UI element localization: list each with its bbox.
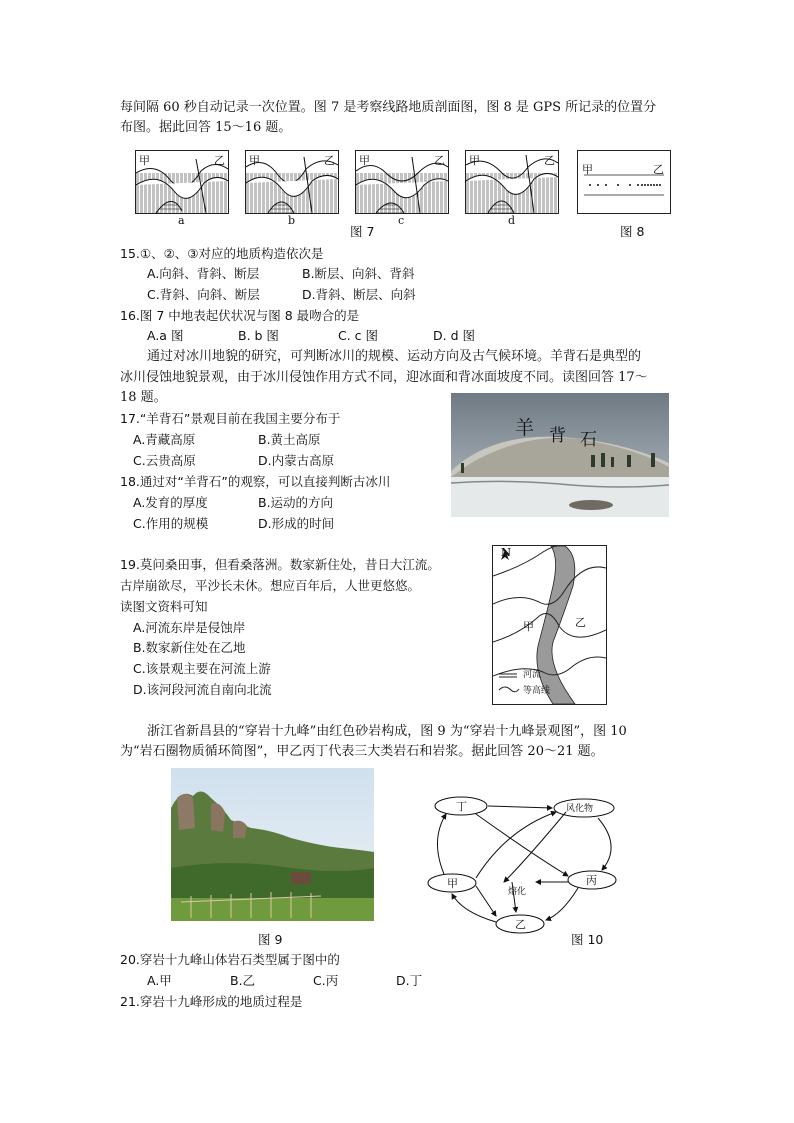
intro-line-2: 布图。据此回答 15～16 题。 [120, 120, 292, 135]
fig8-right-label: 乙 [653, 163, 664, 176]
sheepback-photo-drawing [451, 393, 669, 517]
q15-option-a[interactable]: A.向斜、背斜、断层 [147, 266, 260, 281]
q15-option-c[interactable]: C.背斜、向斜、断层 [147, 287, 260, 302]
panel-c-right-label: 乙 [434, 154, 445, 167]
profile-panel-c [355, 150, 449, 214]
intro3-line-1: 浙江省新昌县的“穿岩十九峰”由红色砂岩构成，图 9 为“穿岩十九峰景观图”，图 10 [147, 724, 627, 739]
panel-a-right-label: 乙 [214, 154, 225, 167]
q17-option-c[interactable]: C.云贵高原 [133, 453, 196, 468]
q20-option-d[interactable]: D.丁 [396, 973, 423, 988]
profile-panel-a [135, 150, 229, 214]
rock-node-weathering: 风化物 [566, 804, 594, 814]
rock-node-jia: 甲 [447, 877, 458, 890]
figure-10-caption: 图 10 [571, 932, 604, 947]
panel-d-letter: d [508, 214, 516, 227]
q15-option-b[interactable]: B.断层、向斜、背斜 [302, 266, 415, 281]
q18-option-d[interactable]: D.形成的时间 [258, 516, 335, 531]
figure-8-caption: 图 8 [620, 224, 645, 239]
q18-option-a[interactable]: A.发育的厚度 [133, 495, 208, 510]
q20-option-b[interactable]: B.乙 [230, 973, 256, 988]
q20-option-c[interactable]: C.丙 [313, 973, 339, 988]
intro-line-1: 每间隔 60 秒自动记录一次位置。图 7 是考察线路地质剖面图，图 8 是 GPS 所记录的位置分 [120, 100, 657, 115]
q19-prompt: 读图文资料可知 [120, 599, 208, 614]
intro2-line-2: 冰川侵蚀地貌景观，由于冰川侵蚀作用方式不同，迎冰面和背冰面坡度不同。读图回答 17～ [120, 370, 648, 385]
photo-char-3: 石 [580, 430, 597, 450]
q18-option-c[interactable]: C.作用的规模 [133, 516, 209, 531]
q16-stem: 16.图 7 中地表起伏状况与图 8 最吻合的是 [120, 308, 360, 323]
intro3-line-2: 为“岩石圈物质循环简图”，甲乙丙丁代表三大类岩石和岩浆。据此回答 20～21 题。 [120, 744, 604, 759]
panel-b-letter: b [288, 214, 296, 227]
gps-dots [578, 151, 670, 213]
q15-stem: 15.①、②、③对应的地质构造依次是 [120, 246, 324, 261]
figure-9-photo [171, 768, 374, 921]
q19-poem-line-1: 19.莫问桑田事，但看桑落洲。数家新住处，昔日大江流。 [120, 557, 440, 572]
river-map-jia: 甲 [523, 620, 534, 633]
q21-stem: 21.穿岩十九峰形成的地质过程是 [120, 994, 303, 1009]
q17-option-d[interactable]: D.内蒙古高原 [258, 453, 335, 468]
q16-option-a[interactable]: A.a 图 [147, 328, 184, 343]
q20-option-a[interactable]: A.甲 [147, 973, 172, 988]
q16-option-d[interactable]: D. d 图 [433, 328, 475, 343]
north-arrow-icon: N [501, 546, 512, 559]
q19-option-c[interactable]: C.该景观主要在河流上游 [133, 661, 271, 676]
panel-b-right-label: 乙 [324, 154, 335, 167]
panel-b-left-label: 甲 [249, 154, 260, 167]
profile-panel-d [465, 150, 559, 214]
panel-c-letter: c [398, 214, 405, 227]
q16-option-b[interactable]: B. b 图 [238, 328, 279, 343]
peaks-landscape-drawing [171, 768, 374, 921]
q18-option-b[interactable]: B.运动的方向 [258, 495, 334, 510]
legend-river-label: 河流 [523, 670, 542, 680]
figure-7 [135, 150, 570, 230]
panel-d-left-label: 甲 [469, 154, 480, 167]
q17-option-b[interactable]: B.黄土高原 [258, 432, 321, 447]
panel-d-right-label: 乙 [544, 154, 555, 167]
legend-contour-label: 等高线 [523, 686, 551, 696]
river-contour-map [492, 545, 607, 705]
river-map-yi: 乙 [575, 616, 586, 629]
panel-c-left-label: 甲 [359, 154, 370, 167]
q18-stem: 18.通过对“羊背石”的观察，可以直接判断古冰川 [120, 474, 391, 489]
figure-9-caption: 图 9 [258, 932, 283, 947]
q16-option-c[interactable]: C. c 图 [338, 328, 379, 343]
intro2-line-3: 18 题。 [120, 390, 167, 405]
river-map-drawing [493, 546, 606, 704]
intro2-line-1: 通过对冰川地貌的研究，可判断冰川的规模、运动方向及古气候环境。羊背石是典型的 [147, 349, 642, 364]
q19-option-a[interactable]: A.河流东岸是侵蚀岸 [133, 620, 246, 635]
fig8-left-label: 甲 [582, 163, 593, 176]
rock-node-bing: 丙 [586, 874, 597, 887]
q15-option-d[interactable]: D.背斜、断层、向斜 [302, 287, 416, 302]
panel-a-left-label: 甲 [139, 154, 150, 167]
figure-8-gps-map [577, 150, 671, 214]
rock-node-yi: 乙 [515, 918, 526, 931]
q20-stem: 20.穿岩十九峰山体岩石类型属于图中的 [120, 952, 340, 967]
profile-panel-b [245, 150, 339, 214]
figure-7-caption: 图 7 [350, 224, 375, 239]
process-melt-label: 熔化 [508, 887, 527, 897]
rock-node-ding: 丁 [456, 800, 467, 813]
photo-char-2: 背 [549, 426, 566, 446]
panel-a-letter: a [178, 214, 185, 227]
figure-10-rock-cycle [426, 790, 622, 936]
sheepback-rock-photo [451, 393, 669, 517]
q19-option-b[interactable]: B.数家新住处在乙地 [133, 640, 246, 655]
q17-stem: 17.“羊背石”景观目前在我国主要分布于 [120, 411, 341, 426]
q17-option-a[interactable]: A.青藏高原 [133, 432, 196, 447]
photo-char-1: 羊 [515, 417, 535, 439]
q19-option-d[interactable]: D.该河段河流自南向北流 [133, 682, 272, 697]
q19-poem-line-2: 古岸崩欲尽，平沙长未休。想应百年后，人世更悠悠。 [120, 578, 421, 593]
